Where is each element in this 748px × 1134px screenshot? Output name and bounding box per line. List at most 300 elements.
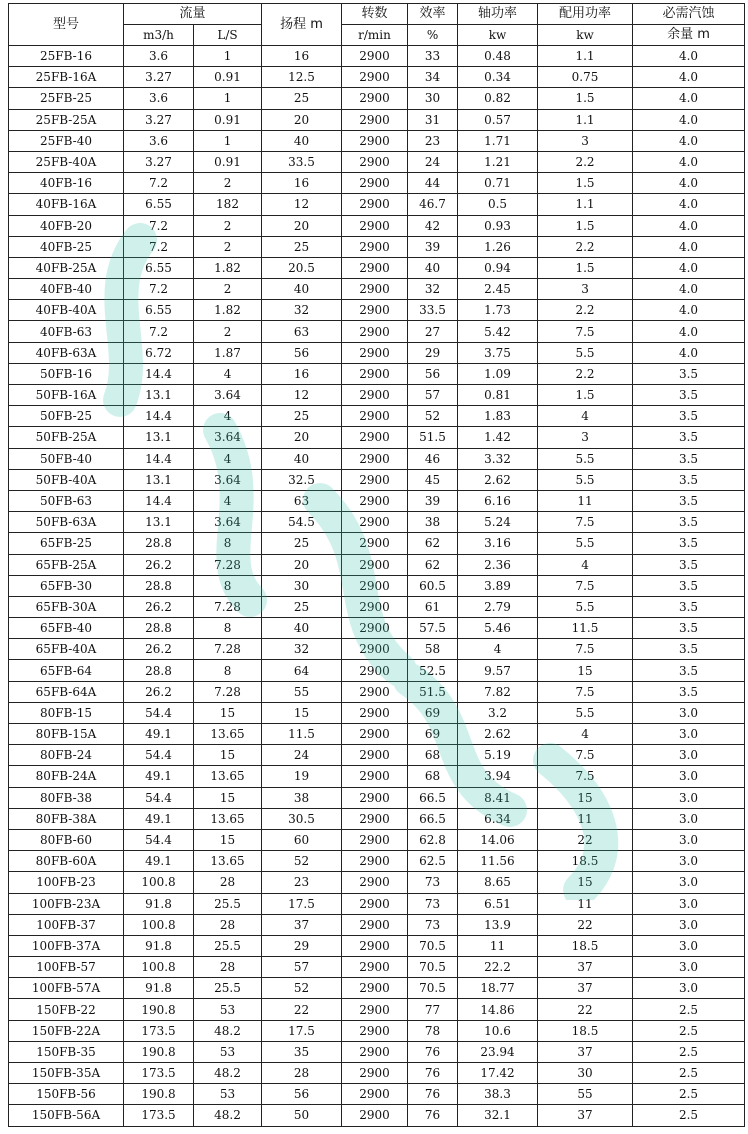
cell-npsh: 3.0 bbox=[633, 914, 745, 935]
cell-motor-power: 7.5 bbox=[538, 575, 633, 596]
cell-motor-power: 4 bbox=[538, 724, 633, 745]
pump-spec-table bbox=[8, 3, 745, 1127]
table-row bbox=[9, 1063, 745, 1084]
cell-motor-power: 11.5 bbox=[538, 618, 633, 639]
cell-speed: 2900 bbox=[342, 575, 408, 596]
cell-flow-ls: 1.87 bbox=[194, 342, 262, 363]
cell-speed: 2900 bbox=[342, 1020, 408, 1041]
cell-speed: 2900 bbox=[342, 618, 408, 639]
cell-flow-m3h: 3.6 bbox=[124, 46, 194, 67]
cell-flow-m3h: 14.4 bbox=[124, 448, 194, 469]
cell-flow-ls: 4 bbox=[194, 406, 262, 427]
cell-npsh: 4.0 bbox=[633, 173, 745, 194]
cell-flow-m3h: 6.72 bbox=[124, 342, 194, 363]
table-row bbox=[9, 702, 745, 723]
cell-motor-power: 7.5 bbox=[538, 321, 633, 342]
table-row bbox=[9, 872, 745, 893]
cell-speed: 2900 bbox=[342, 194, 408, 215]
cell-flow-m3h: 91.8 bbox=[124, 935, 194, 956]
cell-flow-ls: 1.82 bbox=[194, 257, 262, 278]
cell-npsh: 4.0 bbox=[633, 88, 745, 109]
cell-efficiency: 38 bbox=[408, 512, 458, 533]
cell-npsh: 4.0 bbox=[633, 109, 745, 130]
cell-npsh: 2.5 bbox=[633, 1063, 745, 1084]
header-efficiency: 效率 bbox=[408, 4, 458, 25]
cell-efficiency: 70.5 bbox=[408, 935, 458, 956]
cell-shaft-power: 2.79 bbox=[458, 596, 538, 617]
table-row bbox=[9, 851, 745, 872]
cell-efficiency: 44 bbox=[408, 173, 458, 194]
table-row bbox=[9, 448, 745, 469]
cell-efficiency: 52 bbox=[408, 406, 458, 427]
cell-model: 40FB-40 bbox=[9, 279, 124, 300]
cell-speed: 2900 bbox=[342, 978, 408, 999]
cell-flow-m3h: 14.4 bbox=[124, 406, 194, 427]
cell-head: 35 bbox=[262, 1041, 342, 1062]
cell-model: 65FB-30 bbox=[9, 575, 124, 596]
table-row bbox=[9, 935, 745, 956]
cell-efficiency: 34 bbox=[408, 67, 458, 88]
cell-shaft-power: 1.83 bbox=[458, 406, 538, 427]
cell-shaft-power: 1.42 bbox=[458, 427, 538, 448]
table-row bbox=[9, 342, 745, 363]
table-row bbox=[9, 1020, 745, 1041]
cell-flow-m3h: 190.8 bbox=[124, 999, 194, 1020]
cell-efficiency: 30 bbox=[408, 88, 458, 109]
cell-shaft-power: 3.16 bbox=[458, 533, 538, 554]
cell-model: 40FB-40A bbox=[9, 300, 124, 321]
cell-model: 150FB-56A bbox=[9, 1105, 124, 1126]
cell-head: 40 bbox=[262, 448, 342, 469]
cell-head: 20.5 bbox=[262, 257, 342, 278]
cell-model: 80FB-60 bbox=[9, 829, 124, 850]
cell-model: 40FB-16A bbox=[9, 194, 124, 215]
cell-model: 50FB-40 bbox=[9, 448, 124, 469]
cell-motor-power: 3 bbox=[538, 427, 633, 448]
cell-flow-m3h: 6.55 bbox=[124, 300, 194, 321]
cell-head: 12 bbox=[262, 385, 342, 406]
pump-spec-table-container bbox=[8, 3, 744, 1127]
cell-flow-m3h: 173.5 bbox=[124, 1020, 194, 1041]
cell-head: 25 bbox=[262, 236, 342, 257]
cell-npsh: 3.5 bbox=[633, 512, 745, 533]
cell-npsh: 3.0 bbox=[633, 893, 745, 914]
table-row bbox=[9, 427, 745, 448]
cell-npsh: 4.0 bbox=[633, 151, 745, 172]
cell-motor-power: 37 bbox=[538, 978, 633, 999]
cell-motor-power: 37 bbox=[538, 1105, 633, 1126]
cell-npsh: 3.5 bbox=[633, 448, 745, 469]
cell-efficiency: 69 bbox=[408, 724, 458, 745]
cell-shaft-power: 38.3 bbox=[458, 1084, 538, 1105]
cell-npsh: 2.5 bbox=[633, 1020, 745, 1041]
cell-flow-m3h: 3.27 bbox=[124, 151, 194, 172]
cell-npsh: 3.0 bbox=[633, 787, 745, 808]
cell-speed: 2900 bbox=[342, 829, 408, 850]
table-row bbox=[9, 554, 745, 575]
cell-shaft-power: 0.71 bbox=[458, 173, 538, 194]
table-body bbox=[9, 46, 745, 1127]
cell-head: 20 bbox=[262, 427, 342, 448]
table-row bbox=[9, 893, 745, 914]
header-motor-unit: kw bbox=[538, 25, 633, 46]
cell-motor-power: 11 bbox=[538, 893, 633, 914]
cell-shaft-power: 18.77 bbox=[458, 978, 538, 999]
cell-efficiency: 56 bbox=[408, 363, 458, 384]
cell-flow-m3h: 100.8 bbox=[124, 957, 194, 978]
cell-shaft-power: 23.94 bbox=[458, 1041, 538, 1062]
cell-flow-ls: 15 bbox=[194, 745, 262, 766]
cell-efficiency: 31 bbox=[408, 109, 458, 130]
cell-model: 25FB-16 bbox=[9, 46, 124, 67]
table-row bbox=[9, 596, 745, 617]
cell-flow-ls: 15 bbox=[194, 702, 262, 723]
cell-flow-ls: 25.5 bbox=[194, 893, 262, 914]
cell-model: 50FB-63A bbox=[9, 512, 124, 533]
cell-efficiency: 42 bbox=[408, 215, 458, 236]
cell-shaft-power: 4 bbox=[458, 639, 538, 660]
cell-speed: 2900 bbox=[342, 300, 408, 321]
cell-flow-ls: 1 bbox=[194, 46, 262, 67]
cell-shaft-power: 6.34 bbox=[458, 808, 538, 829]
cell-speed: 2900 bbox=[342, 914, 408, 935]
cell-efficiency: 39 bbox=[408, 236, 458, 257]
cell-shaft-power: 0.94 bbox=[458, 257, 538, 278]
cell-efficiency: 51.5 bbox=[408, 681, 458, 702]
cell-flow-m3h: 49.1 bbox=[124, 808, 194, 829]
cell-speed: 2900 bbox=[342, 236, 408, 257]
cell-motor-power: 22 bbox=[538, 999, 633, 1020]
cell-speed: 2900 bbox=[342, 745, 408, 766]
cell-shaft-power: 1.71 bbox=[458, 130, 538, 151]
cell-speed: 2900 bbox=[342, 872, 408, 893]
cell-motor-power: 1.1 bbox=[538, 194, 633, 215]
cell-shaft-power: 14.86 bbox=[458, 999, 538, 1020]
cell-efficiency: 52.5 bbox=[408, 660, 458, 681]
table-row bbox=[9, 321, 745, 342]
cell-npsh: 4.0 bbox=[633, 46, 745, 67]
cell-efficiency: 60.5 bbox=[408, 575, 458, 596]
cell-flow-ls: 15 bbox=[194, 829, 262, 850]
cell-efficiency: 73 bbox=[408, 872, 458, 893]
cell-shaft-power: 14.06 bbox=[458, 829, 538, 850]
cell-flow-ls: 4 bbox=[194, 490, 262, 511]
cell-motor-power: 11 bbox=[538, 808, 633, 829]
cell-flow-ls: 53 bbox=[194, 1084, 262, 1105]
cell-shaft-power: 6.51 bbox=[458, 893, 538, 914]
cell-speed: 2900 bbox=[342, 1105, 408, 1126]
cell-head: 37 bbox=[262, 914, 342, 935]
cell-head: 50 bbox=[262, 1105, 342, 1126]
cell-flow-m3h: 49.1 bbox=[124, 851, 194, 872]
cell-shaft-power: 5.46 bbox=[458, 618, 538, 639]
cell-speed: 2900 bbox=[342, 893, 408, 914]
cell-model: 80FB-38 bbox=[9, 787, 124, 808]
cell-shaft-power: 10.6 bbox=[458, 1020, 538, 1041]
cell-shaft-power: 5.19 bbox=[458, 745, 538, 766]
cell-npsh: 4.0 bbox=[633, 321, 745, 342]
cell-shaft-power: 3.94 bbox=[458, 766, 538, 787]
cell-head: 25 bbox=[262, 533, 342, 554]
cell-shaft-power: 1.21 bbox=[458, 151, 538, 172]
cell-flow-m3h: 14.4 bbox=[124, 363, 194, 384]
cell-motor-power: 7.5 bbox=[538, 681, 633, 702]
cell-npsh: 2.5 bbox=[633, 999, 745, 1020]
cell-flow-ls: 13.65 bbox=[194, 808, 262, 829]
cell-flow-ls: 48.2 bbox=[194, 1063, 262, 1084]
cell-model: 80FB-38A bbox=[9, 808, 124, 829]
cell-head: 63 bbox=[262, 490, 342, 511]
cell-motor-power: 5.5 bbox=[538, 596, 633, 617]
cell-motor-power: 1.5 bbox=[538, 257, 633, 278]
cell-flow-m3h: 173.5 bbox=[124, 1063, 194, 1084]
cell-motor-power: 1.5 bbox=[538, 215, 633, 236]
cell-motor-power: 7.5 bbox=[538, 639, 633, 660]
cell-speed: 2900 bbox=[342, 46, 408, 67]
cell-model: 50FB-16 bbox=[9, 363, 124, 384]
table-row bbox=[9, 1105, 745, 1126]
table-row bbox=[9, 130, 745, 151]
cell-shaft-power: 11.56 bbox=[458, 851, 538, 872]
cell-shaft-power: 5.24 bbox=[458, 512, 538, 533]
cell-flow-ls: 2 bbox=[194, 173, 262, 194]
cell-model: 150FB-22A bbox=[9, 1020, 124, 1041]
cell-head: 17.5 bbox=[262, 893, 342, 914]
cell-shaft-power: 0.5 bbox=[458, 194, 538, 215]
cell-efficiency: 61 bbox=[408, 596, 458, 617]
cell-shaft-power: 2.36 bbox=[458, 554, 538, 575]
cell-head: 16 bbox=[262, 173, 342, 194]
cell-npsh: 3.5 bbox=[633, 575, 745, 596]
cell-shaft-power: 9.57 bbox=[458, 660, 538, 681]
cell-model: 80FB-60A bbox=[9, 851, 124, 872]
cell-flow-ls: 1.82 bbox=[194, 300, 262, 321]
cell-efficiency: 51.5 bbox=[408, 427, 458, 448]
cell-npsh: 4.0 bbox=[633, 279, 745, 300]
cell-motor-power: 15 bbox=[538, 787, 633, 808]
cell-speed: 2900 bbox=[342, 342, 408, 363]
cell-flow-m3h: 26.2 bbox=[124, 554, 194, 575]
table-row bbox=[9, 469, 745, 490]
table-row bbox=[9, 46, 745, 67]
cell-npsh: 3.5 bbox=[633, 618, 745, 639]
cell-shaft-power: 1.26 bbox=[458, 236, 538, 257]
cell-npsh: 2.5 bbox=[633, 1084, 745, 1105]
cell-efficiency: 46 bbox=[408, 448, 458, 469]
cell-npsh: 3.0 bbox=[633, 702, 745, 723]
header-shaft-unit: kw bbox=[458, 25, 538, 46]
cell-speed: 2900 bbox=[342, 363, 408, 384]
cell-model: 100FB-57 bbox=[9, 957, 124, 978]
cell-npsh: 3.0 bbox=[633, 829, 745, 850]
cell-npsh: 3.0 bbox=[633, 978, 745, 999]
table-row bbox=[9, 787, 745, 808]
cell-model: 80FB-15A bbox=[9, 724, 124, 745]
header-model: 型号 bbox=[9, 4, 124, 46]
cell-speed: 2900 bbox=[342, 490, 408, 511]
cell-npsh: 2.5 bbox=[633, 1041, 745, 1062]
header-npsh: 必需汽蚀 bbox=[633, 4, 745, 25]
table-row bbox=[9, 618, 745, 639]
cell-flow-m3h: 91.8 bbox=[124, 978, 194, 999]
cell-flow-m3h: 54.4 bbox=[124, 702, 194, 723]
cell-model: 80FB-24A bbox=[9, 766, 124, 787]
cell-motor-power: 37 bbox=[538, 1041, 633, 1062]
cell-flow-m3h: 13.1 bbox=[124, 427, 194, 448]
table-row bbox=[9, 363, 745, 384]
cell-npsh: 3.5 bbox=[633, 469, 745, 490]
cell-efficiency: 62 bbox=[408, 533, 458, 554]
table-row bbox=[9, 512, 745, 533]
cell-shaft-power: 3.89 bbox=[458, 575, 538, 596]
cell-flow-ls: 3.64 bbox=[194, 427, 262, 448]
cell-motor-power: 2.2 bbox=[538, 236, 633, 257]
cell-speed: 2900 bbox=[342, 1084, 408, 1105]
cell-model: 150FB-35A bbox=[9, 1063, 124, 1084]
cell-head: 15 bbox=[262, 702, 342, 723]
cell-model: 65FB-64 bbox=[9, 660, 124, 681]
cell-motor-power: 1.1 bbox=[538, 46, 633, 67]
cell-flow-ls: 25.5 bbox=[194, 935, 262, 956]
cell-npsh: 4.0 bbox=[633, 194, 745, 215]
cell-motor-power: 1.5 bbox=[538, 385, 633, 406]
cell-efficiency: 62.5 bbox=[408, 851, 458, 872]
table-row bbox=[9, 257, 745, 278]
cell-flow-ls: 7.28 bbox=[194, 596, 262, 617]
cell-flow-ls: 53 bbox=[194, 999, 262, 1020]
cell-npsh: 4.0 bbox=[633, 236, 745, 257]
header-head: 扬程 m bbox=[262, 4, 342, 46]
cell-flow-m3h: 7.2 bbox=[124, 236, 194, 257]
cell-head: 30.5 bbox=[262, 808, 342, 829]
cell-npsh: 3.0 bbox=[633, 745, 745, 766]
cell-motor-power: 5.5 bbox=[538, 702, 633, 723]
cell-model: 100FB-23A bbox=[9, 893, 124, 914]
cell-model: 80FB-15 bbox=[9, 702, 124, 723]
cell-shaft-power: 5.42 bbox=[458, 321, 538, 342]
cell-flow-ls: 13.65 bbox=[194, 851, 262, 872]
cell-speed: 2900 bbox=[342, 215, 408, 236]
cell-head: 12.5 bbox=[262, 67, 342, 88]
cell-efficiency: 57.5 bbox=[408, 618, 458, 639]
cell-efficiency: 46.7 bbox=[408, 194, 458, 215]
table-row bbox=[9, 173, 745, 194]
cell-flow-m3h: 26.2 bbox=[124, 681, 194, 702]
cell-speed: 2900 bbox=[342, 999, 408, 1020]
table-row bbox=[9, 300, 745, 321]
cell-head: 40 bbox=[262, 618, 342, 639]
table-row bbox=[9, 490, 745, 511]
cell-motor-power: 55 bbox=[538, 1084, 633, 1105]
cell-flow-ls: 0.91 bbox=[194, 109, 262, 130]
cell-head: 63 bbox=[262, 321, 342, 342]
table-row bbox=[9, 1041, 745, 1062]
cell-speed: 2900 bbox=[342, 67, 408, 88]
cell-efficiency: 70.5 bbox=[408, 957, 458, 978]
cell-motor-power: 5.5 bbox=[538, 469, 633, 490]
cell-speed: 2900 bbox=[342, 702, 408, 723]
cell-flow-m3h: 3.27 bbox=[124, 109, 194, 130]
cell-shaft-power: 0.81 bbox=[458, 385, 538, 406]
cell-model: 25FB-25A bbox=[9, 109, 124, 130]
cell-speed: 2900 bbox=[342, 724, 408, 745]
cell-efficiency: 70.5 bbox=[408, 978, 458, 999]
header-npsh-unit: 余量 m bbox=[633, 25, 745, 46]
cell-motor-power: 2.2 bbox=[538, 151, 633, 172]
header-motor-power: 配用功率 bbox=[538, 4, 633, 25]
cell-model: 50FB-40A bbox=[9, 469, 124, 490]
header-efficiency-unit: % bbox=[408, 25, 458, 46]
cell-shaft-power: 0.93 bbox=[458, 215, 538, 236]
cell-flow-m3h: 26.2 bbox=[124, 639, 194, 660]
cell-head: 25 bbox=[262, 406, 342, 427]
cell-efficiency: 58 bbox=[408, 639, 458, 660]
cell-model: 50FB-16A bbox=[9, 385, 124, 406]
cell-motor-power: 11 bbox=[538, 490, 633, 511]
cell-flow-m3h: 3.27 bbox=[124, 67, 194, 88]
cell-model: 100FB-57A bbox=[9, 978, 124, 999]
cell-model: 50FB-25 bbox=[9, 406, 124, 427]
cell-speed: 2900 bbox=[342, 385, 408, 406]
cell-motor-power: 18.5 bbox=[538, 935, 633, 956]
cell-motor-power: 1.1 bbox=[538, 109, 633, 130]
cell-motor-power: 4 bbox=[538, 554, 633, 575]
cell-speed: 2900 bbox=[342, 512, 408, 533]
cell-head: 56 bbox=[262, 342, 342, 363]
cell-motor-power: 5.5 bbox=[538, 533, 633, 554]
cell-shaft-power: 8.41 bbox=[458, 787, 538, 808]
cell-flow-ls: 3.64 bbox=[194, 385, 262, 406]
cell-flow-m3h: 190.8 bbox=[124, 1041, 194, 1062]
cell-model: 150FB-56 bbox=[9, 1084, 124, 1105]
cell-speed: 2900 bbox=[342, 173, 408, 194]
table-row bbox=[9, 151, 745, 172]
table-row bbox=[9, 194, 745, 215]
cell-head: 30 bbox=[262, 575, 342, 596]
cell-motor-power: 1.5 bbox=[538, 173, 633, 194]
cell-efficiency: 68 bbox=[408, 766, 458, 787]
cell-model: 65FB-30A bbox=[9, 596, 124, 617]
cell-speed: 2900 bbox=[342, 660, 408, 681]
cell-motor-power: 18.5 bbox=[538, 1020, 633, 1041]
cell-model: 65FB-25A bbox=[9, 554, 124, 575]
cell-head: 11.5 bbox=[262, 724, 342, 745]
cell-npsh: 3.0 bbox=[633, 957, 745, 978]
cell-head: 32.5 bbox=[262, 469, 342, 490]
cell-model: 40FB-63A bbox=[9, 342, 124, 363]
header-speed-unit: r/min bbox=[342, 25, 408, 46]
cell-flow-ls: 3.64 bbox=[194, 469, 262, 490]
cell-efficiency: 73 bbox=[408, 914, 458, 935]
cell-speed: 2900 bbox=[342, 130, 408, 151]
table-row bbox=[9, 385, 745, 406]
cell-motor-power: 2.2 bbox=[538, 300, 633, 321]
cell-speed: 2900 bbox=[342, 1041, 408, 1062]
cell-motor-power: 5.5 bbox=[538, 342, 633, 363]
cell-flow-m3h: 6.55 bbox=[124, 257, 194, 278]
cell-shaft-power: 1.73 bbox=[458, 300, 538, 321]
cell-shaft-power: 32.1 bbox=[458, 1105, 538, 1126]
cell-model: 40FB-16 bbox=[9, 173, 124, 194]
cell-flow-m3h: 54.4 bbox=[124, 745, 194, 766]
table-row bbox=[9, 766, 745, 787]
cell-speed: 2900 bbox=[342, 448, 408, 469]
cell-head: 52 bbox=[262, 851, 342, 872]
cell-flow-ls: 28 bbox=[194, 872, 262, 893]
cell-flow-m3h: 6.55 bbox=[124, 194, 194, 215]
cell-head: 20 bbox=[262, 554, 342, 575]
cell-head: 12 bbox=[262, 194, 342, 215]
